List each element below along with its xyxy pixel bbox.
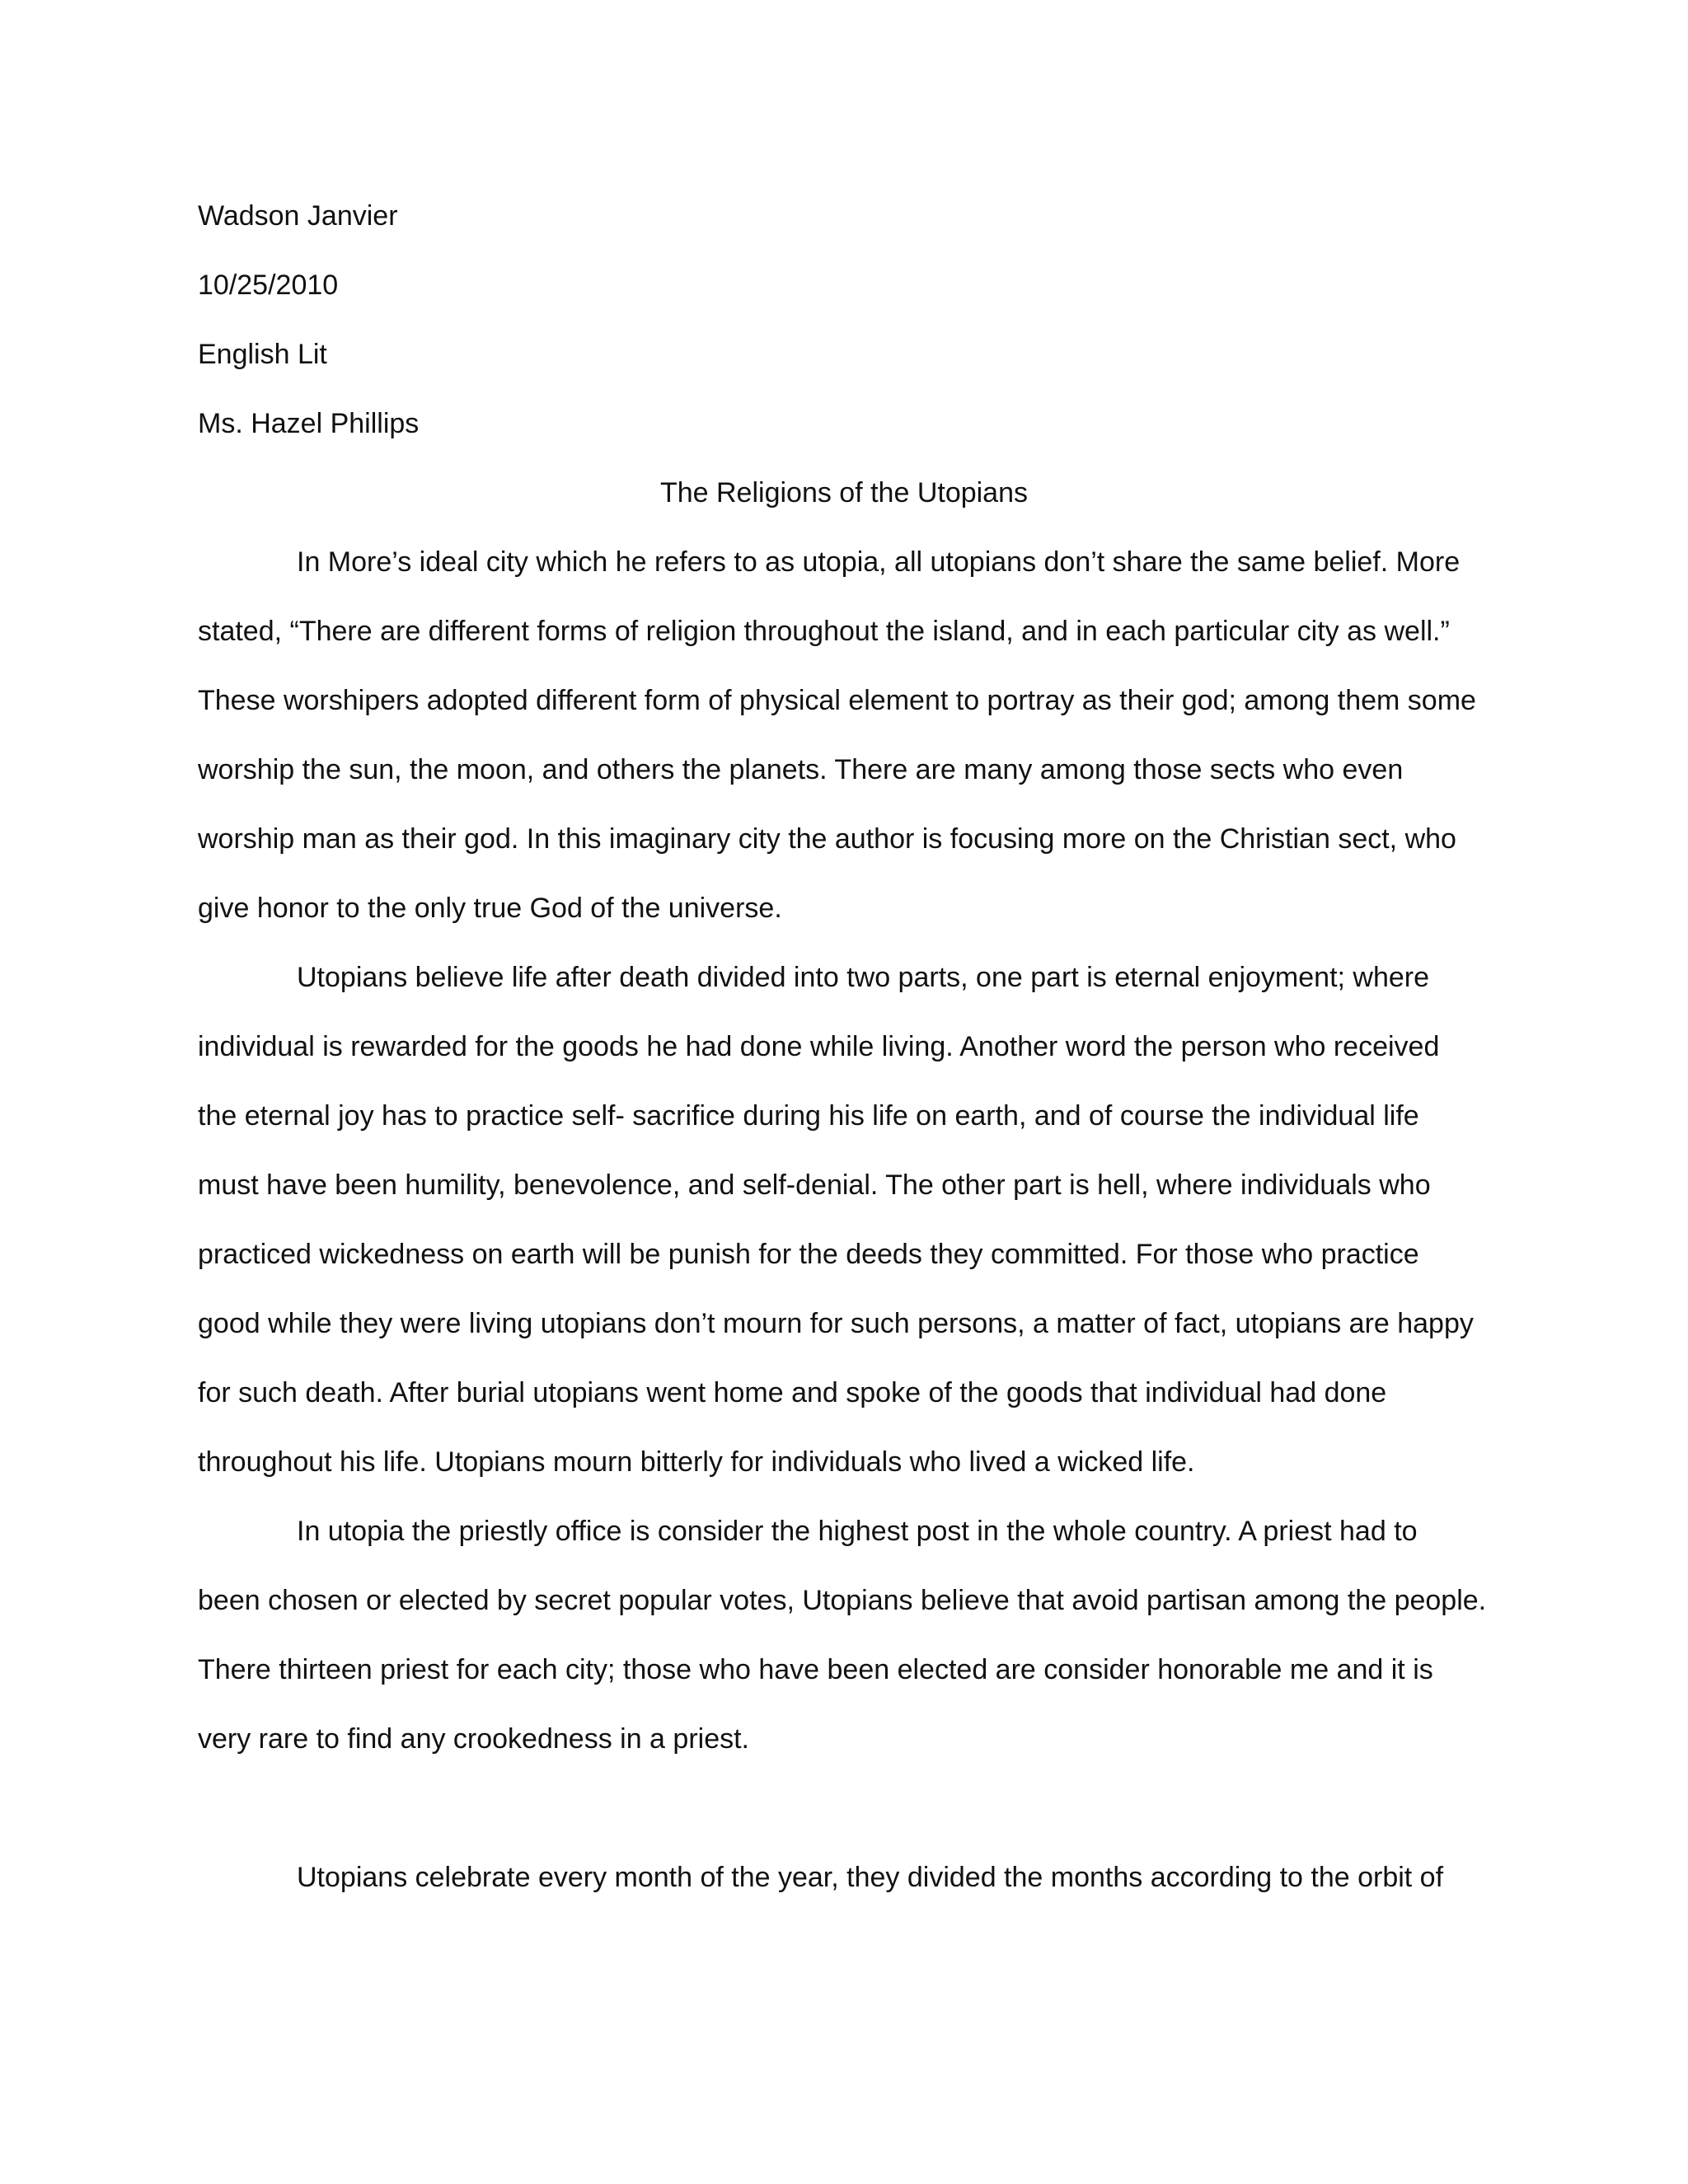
paragraph-3-line-3: There thirteen priest for each city; those who have been elected are consider honorable me and it is (198, 1654, 1433, 1685)
author-name: Wadson Janvier (198, 200, 398, 232)
paragraph-3-line-1: In utopia the priestly office is consider the highest post in the whole country. A priest had to (297, 1516, 1418, 1547)
paragraph-2-line-8: throughout his life. Utopians mourn bitterly for individuals who lived a wicked life. (198, 1446, 1195, 1478)
essay-date: 10/25/2010 (198, 269, 339, 301)
paragraph-1-line-3: These worshipers adopted different form of physical element to portray as their god; among them some (198, 685, 1476, 716)
paragraph-2-line-4: must have been humility, benevolence, and self-denial. The other part is hell, where individuals who (198, 1169, 1431, 1201)
course-name: English Lit (198, 339, 327, 370)
paragraph-2-line-2: individual is rewarded for the goods he had done while living. Another word the person who received (198, 1031, 1440, 1062)
paragraph-2-line-6: good while they were living utopians don’t mourn for such persons, a matter of fact, utopians are happy (198, 1308, 1474, 1339)
paragraph-1-line-4: worship the sun, the moon, and others the planets. There are many among those sects who even (198, 754, 1404, 785)
paragraph-1-line-5: worship man as their god. In this imaginary city the author is focusing more on the Christian sect, who (198, 823, 1456, 855)
paragraph-2-line-3: the eternal joy has to practice self- sacrifice during his life on earth, and of course the individual life (198, 1100, 1419, 1132)
paragraph-4-line-1: Utopians celebrate every month of the year, they divided the months according to the orbit of (297, 1862, 1444, 1893)
paragraph-3-line-2: been chosen or elected by secret popular votes, Utopians believe that avoid partisan among the people. (198, 1585, 1487, 1616)
paragraph-2-line-5: practiced wickedness on earth will be punish for the deeds they committed. For those who practice (198, 1239, 1419, 1270)
paragraph-2-line-7: for such death. After burial utopians went home and spoke of the goods that individual had done (198, 1377, 1387, 1408)
instructor-name: Ms. Hazel Phillips (198, 408, 420, 439)
paragraph-1-line-6: give honor to the only true God of the universe. (198, 893, 782, 924)
paragraph-1-line-1: In More’s ideal city which he refers to as utopia, all utopians don’t share the same belief. More (297, 546, 1461, 578)
paragraph-3-line-4: very rare to find any crookedness in a priest. (198, 1723, 749, 1755)
paragraph-2-line-1: Utopians believe life after death divided into two parts, one part is eternal enjoyment; where (297, 962, 1430, 993)
paragraph-1-line-2: stated, “There are different forms of religion throughout the island, and in each particular city as well.” (198, 616, 1450, 647)
essay-title: The Religions of the Utopians (659, 477, 1029, 509)
